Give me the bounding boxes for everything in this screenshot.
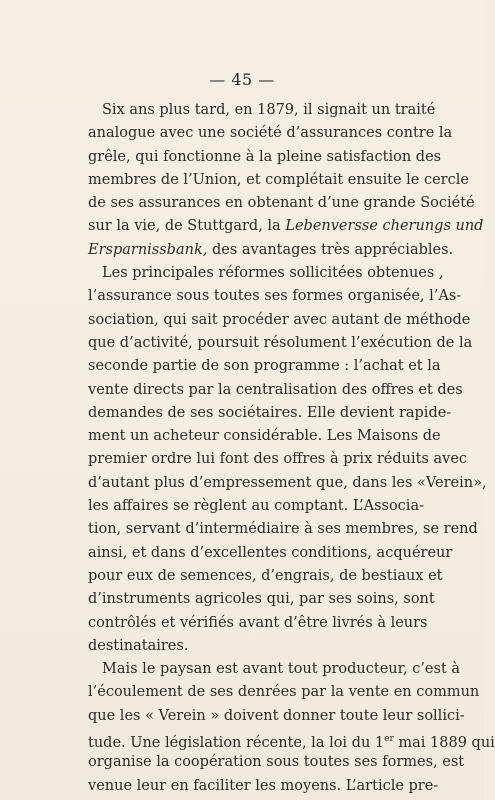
text-segment: tude. Une législation récente, la loi du 1 <box>88 734 385 751</box>
text-line: destinataires. <box>88 637 189 654</box>
text-line: que les « Verein » doivent donner toute leur sollici- <box>88 707 465 724</box>
paragraph-1 <box>88 99 484 262</box>
text-line: ainsi, et dans d’excellentes conditions, acquéreur <box>88 544 453 561</box>
text-line: analogue avec une société d’assurances contre la <box>88 125 453 142</box>
ordinal-superscript: er <box>384 734 394 745</box>
page-number: — 45 — <box>209 70 275 89</box>
text-line <box>88 728 495 751</box>
text-line: l’écoulement de ses denrées par la vente en commun <box>88 684 480 701</box>
italic-company-name: Ersparnissbank, <box>88 241 208 258</box>
text-line: d’instruments agricoles qui, par ses soins, sont <box>88 591 435 608</box>
italic-company-name: Lebenversse cherungs und <box>285 218 484 235</box>
text-line: Les principales réformes sollicitées obtenues , <box>102 265 444 282</box>
text-line: sociation, qui sait procéder avec autant de méthode <box>88 311 471 328</box>
text-line: ment un acheteur considérable. Les Maisons de <box>88 428 441 445</box>
text-line <box>88 239 454 262</box>
text-segment: sur la vie, de Stuttgard, la <box>88 218 281 235</box>
text-line: contrôlés et vérifiés avant d’être livrés à leurs <box>88 614 428 631</box>
text-line: Mais le paysan est avant tout producteur, c’est à <box>102 661 461 678</box>
paragraph-3 <box>88 658 495 798</box>
text-segment: mai 1889 qui <box>398 734 495 751</box>
body-text <box>88 99 495 798</box>
text-line: vente directs par la centralisation des offres et des <box>88 381 463 398</box>
text-line: pour eux de semences, d’engrais, de bestiaux et <box>88 567 443 584</box>
text-line: venue leur en faciliter les moyens. L’article pre- <box>88 777 439 794</box>
text-segment: des avantages très appréciables. <box>211 241 454 258</box>
text-line: que d’activité, poursuit résolument l’exécution de la <box>88 334 473 351</box>
text-line: membres de l’Union, et complétait ensuite le cercle <box>88 171 469 188</box>
text-line: tion, servant d’intermédiaire à ses membres, se rend <box>88 521 478 538</box>
text-line: seconde partie de son programme : l’achat et la <box>88 358 441 375</box>
text-line: Six ans plus tard, en 1879, il signait un traité <box>102 102 436 118</box>
text-line: premier ordre lui font des offres à prix réduits avec <box>88 451 468 468</box>
text-line: l’assurance sous toutes ses formes organisée, l’As- <box>88 288 462 305</box>
text-line <box>88 215 484 238</box>
paragraph-2 <box>88 262 487 658</box>
text-line: d’autant plus d’empressement que, dans les «Verein», <box>88 474 487 491</box>
text-line: les affaires se règlent au comptant. L’Associa- <box>88 498 424 515</box>
text-line: organise la coopération sous toutes ses formes, est <box>88 754 465 771</box>
text-line: de ses assurances en obtenant d’une grande Société <box>88 195 475 212</box>
text-line: grêle, qui fonctionne à la pleine satisfaction des <box>88 148 442 165</box>
text-line: demandes de ses sociétaires. Elle devient rapide- <box>88 404 452 421</box>
